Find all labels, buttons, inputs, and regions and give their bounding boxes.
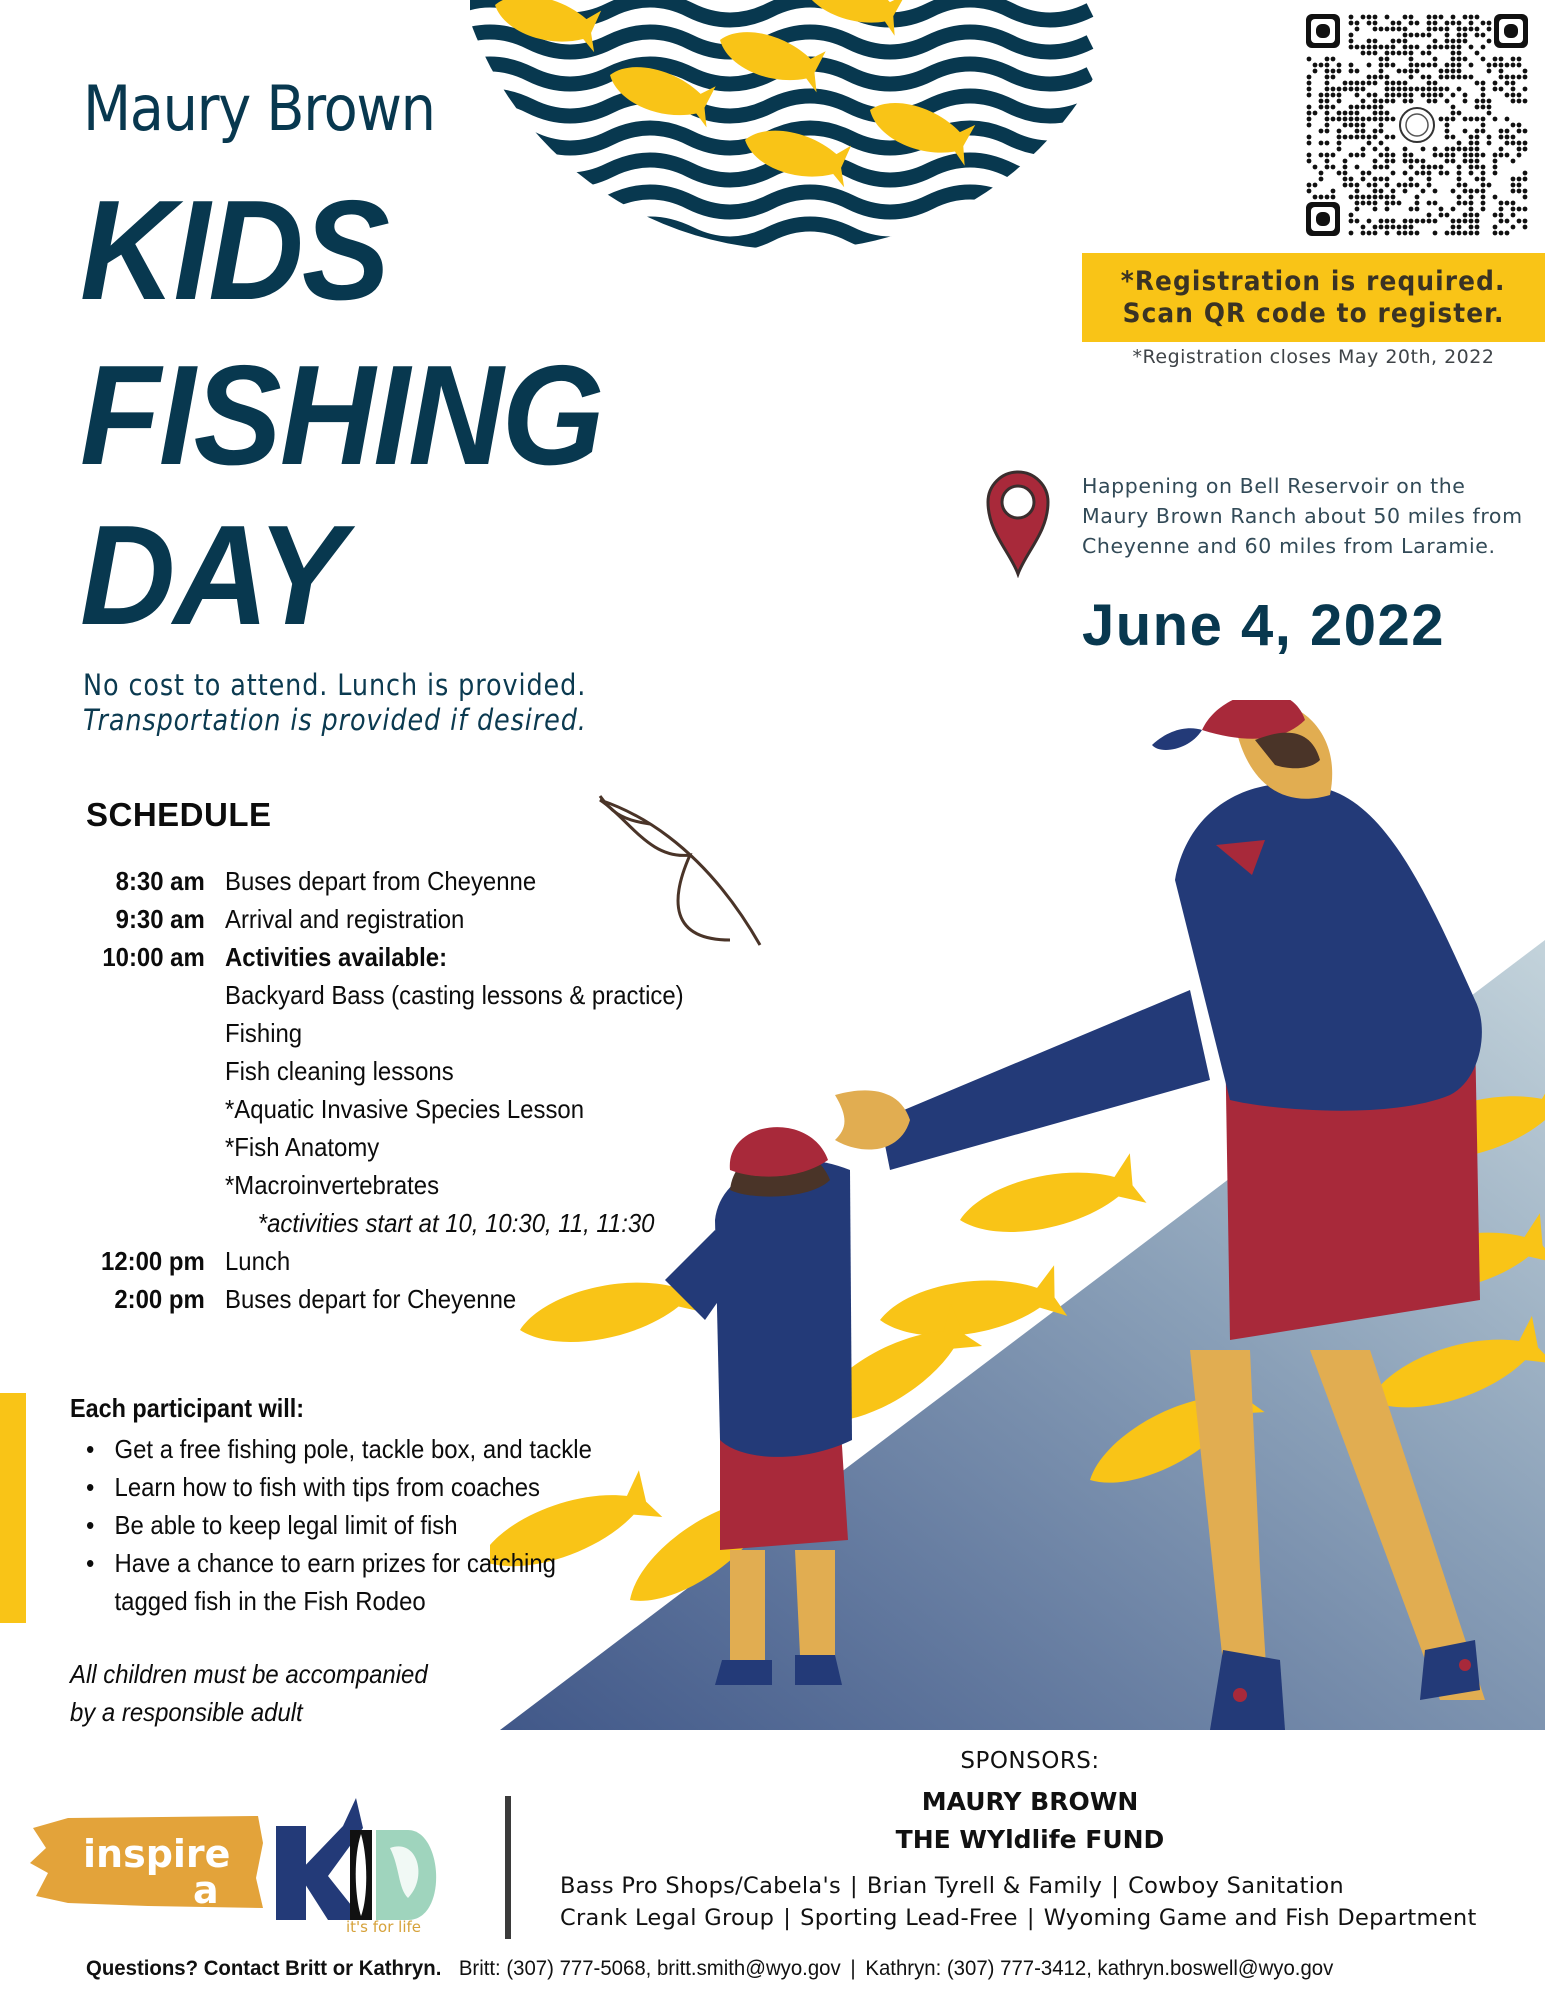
- participant-item: • Get a free fishing pole, tackle box, and tackle: [86, 1430, 592, 1468]
- schedule-row: [60, 1052, 780, 1090]
- registration-banner: [1082, 253, 1545, 342]
- contact-britt[interactable]: Britt: (307) 777-5068, britt.smith@wyo.gov: [458, 1957, 841, 1980]
- sponsor-name: Sporting Lead-Free: [800, 1905, 1018, 1931]
- inspire-a-kid-logo: [28, 1788, 468, 1938]
- schedule-activity: *Fish Anatomy: [225, 1131, 380, 1162]
- participant-item: • Have a chance to earn prizes for catching: [86, 1544, 592, 1582]
- location-line: Cheyenne and 60 miles from Laramie.: [1082, 534, 1496, 558]
- schedule-activity: Fish cleaning lessons: [225, 1055, 454, 1086]
- participant-item-continued: tagged fish in the Fish Rodeo: [114, 1586, 426, 1616]
- schedule-activity: *Aquatic Invasive Species Lesson: [225, 1093, 585, 1124]
- sponsor-main: THE WYldlife FUND: [895, 1825, 1165, 1854]
- scan-qr-text: Scan QR code to register.: [1122, 297, 1505, 329]
- registration-required-text: *Registration is required.: [1121, 265, 1506, 297]
- schedule-row: [60, 1280, 780, 1318]
- participant-item: • Learn how to fish with tips from coaches: [86, 1468, 592, 1506]
- sponsor-name: Cowboy Sanitation: [1128, 1873, 1344, 1899]
- participant-list: [86, 1430, 636, 1620]
- registration-closes: *Registration closes May 20th, 2022: [1132, 346, 1495, 368]
- schedule-activity: *Macroinvertebrates: [225, 1169, 440, 1200]
- schedule-desc: Arrival and registration: [225, 903, 465, 934]
- contact-kathryn[interactable]: Kathryn: (307) 777-3412, kathryn.boswell@wyo.gov: [865, 1957, 1334, 1980]
- schedule-row: [60, 862, 780, 900]
- accompany-line: by a responsible adult: [70, 1697, 303, 1727]
- sponsor-name: Wyoming Game and Fish Department: [1043, 1905, 1477, 1931]
- sponsor-main: MAURY BROWN: [921, 1787, 1139, 1816]
- schedule-time: 10:00 am: [102, 941, 205, 972]
- activities-start-note: *activities start at 10, 10:30, 11, 11:30: [257, 1207, 655, 1238]
- schedule-row: [60, 1128, 780, 1166]
- schedule-desc: Lunch: [225, 1245, 291, 1276]
- footer-divider: [505, 1796, 511, 1939]
- logo-word-inspire: inspire: [83, 1832, 231, 1876]
- sponsor-separator: |: [1111, 1873, 1120, 1899]
- sponsor-line: [560, 1873, 1344, 1899]
- schedule-row: [60, 1014, 780, 1052]
- schedule-row: [60, 1166, 780, 1204]
- sponsor-name: Bass Pro Shops/Cabela's: [560, 1873, 842, 1899]
- logo-word-a: a: [193, 1868, 219, 1912]
- location-text: [1082, 471, 1523, 561]
- schedule-desc: Buses depart for Cheyenne: [225, 1283, 517, 1314]
- schedule-row: [60, 900, 780, 938]
- schedule-title: SCHEDULE: [86, 796, 272, 833]
- accompany-line: All children must be accompanied: [70, 1659, 428, 1689]
- tagline-transport: Transportation is provided if desired.: [83, 703, 587, 737]
- sponsor-line: [560, 1905, 1477, 1931]
- participant-title: Each participant will:: [70, 1393, 305, 1423]
- headline-fishing: FISHING: [80, 336, 603, 495]
- accompany-note: [70, 1655, 428, 1731]
- yellow-accent-bar: [0, 1393, 26, 1623]
- location-line: Maury Brown Ranch about 50 miles from: [1082, 504, 1523, 528]
- schedule-time: 12:00 pm: [101, 1245, 205, 1276]
- schedule-time: 8:30 am: [115, 865, 205, 896]
- schedule-time: 2:00 pm: [114, 1283, 205, 1314]
- schedule-activity: Backyard Bass (casting lessons & practice): [225, 979, 684, 1010]
- brand-title: Maury Brown: [83, 72, 435, 145]
- location-line: Happening on Bell Reservoir on the: [1082, 474, 1466, 498]
- schedule-activity: Fishing: [225, 1017, 303, 1048]
- contact-separator: |: [850, 1957, 856, 1980]
- schedule-desc: Buses depart from Cheyenne: [225, 865, 537, 896]
- headline-day: DAY: [80, 496, 344, 655]
- sponsor-separator: |: [1026, 1905, 1035, 1931]
- qr-code-icon[interactable]: [1306, 14, 1528, 236]
- participant-item: • Be able to keep legal limit of fish: [86, 1506, 592, 1544]
- logo-slogan: it's for life: [346, 1918, 421, 1936]
- schedule-row: [60, 1242, 780, 1280]
- schedule-table: [60, 862, 780, 1318]
- schedule-desc: Activities available:: [225, 941, 448, 972]
- schedule-row: [60, 1090, 780, 1128]
- event-date: June 4, 2022: [1082, 593, 1445, 658]
- map-pin-icon: [982, 462, 1054, 578]
- tagline-cost: No cost to attend. Lunch is provided.: [83, 668, 587, 702]
- waves-fish-graphic: [470, 0, 1100, 260]
- sponsor-separator: |: [783, 1905, 792, 1931]
- sponsor-separator: |: [850, 1873, 858, 1899]
- sponsor-name: Crank Legal Group: [560, 1905, 775, 1931]
- sponsors-label: SPONSORS:: [960, 1748, 1100, 1774]
- schedule-row: [60, 976, 780, 1014]
- contact-lead: Questions? Contact Britt or Kathryn.: [86, 1957, 442, 1980]
- schedule-row: [60, 938, 780, 976]
- sponsor-name: Brian Tyrell & Family: [866, 1873, 1103, 1899]
- schedule-time: 9:30 am: [115, 903, 205, 934]
- contact-line: [86, 1957, 1333, 1981]
- headline-kids: KIDS: [80, 171, 389, 330]
